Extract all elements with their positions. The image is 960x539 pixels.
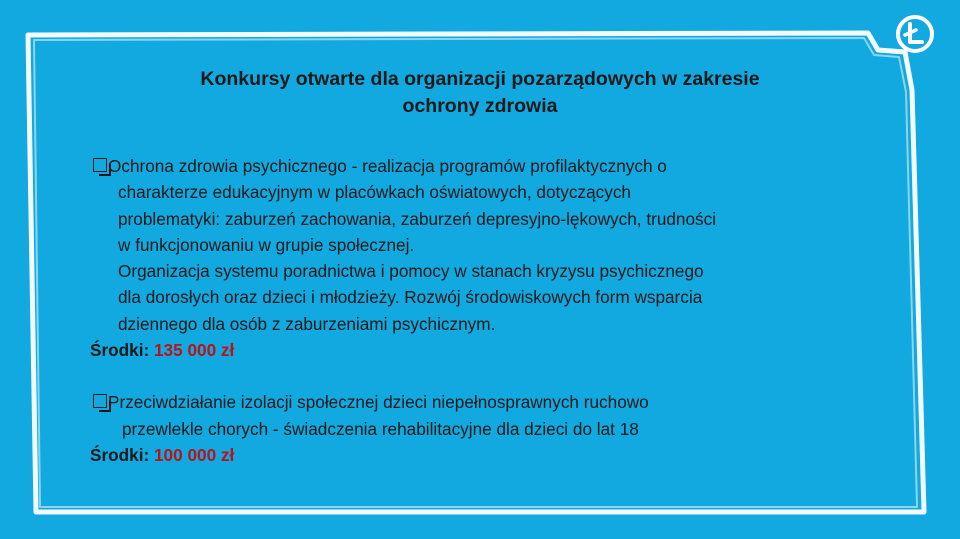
section-line: Przeciwdziałanie izolacji społecznej dzieci niepełnosprawnych ruchowo — [108, 392, 649, 413]
section-line: w funkcjonowaniu w grupie społecznej. — [118, 234, 415, 255]
title-line-2: ochrony zdrowia — [402, 95, 558, 117]
funds-label: Środki: — [90, 444, 150, 465]
section-rehabilitation — [90, 389, 890, 442]
checkbox-bullet-icon — [93, 394, 107, 408]
section-mental-health — [90, 153, 890, 337]
section-line: przewlekle chorych - świadczenia rehabilitacyjne dla dzieci do lat 18 — [122, 418, 639, 439]
lodz-logo-icon — [893, 12, 937, 56]
funds-amount: 100 000 zł — [154, 444, 235, 465]
funds-amount: 135 000 zł — [154, 340, 235, 361]
section-line: dziennego dla osób z zaburzeniami psychicznym. — [118, 313, 496, 334]
funds-row — [90, 442, 890, 468]
page-title — [80, 66, 880, 120]
content — [90, 153, 890, 468]
section-line: dla dorosłych oraz dzieci i młodzieży. Rozwój środowiskowych form wsparcia — [118, 287, 703, 308]
title-line-1: Konkursy otwarte dla organizacji pozarządowych w zakresie — [200, 68, 760, 90]
section-line: Ochrona zdrowia psychicznego - realizacja programów profilaktycznych o — [108, 156, 667, 176]
funds-row — [90, 337, 890, 363]
section-line: charakterze edukacyjnym w placówkach oświatowych, dotyczących — [118, 182, 631, 203]
section-line: Organizacja systemu poradnictwa i pomocy w stanach kryzysu psychicznego — [118, 261, 704, 282]
section-line: problematyki: zaburzeń zachowania, zaburzeń depresyjno-lękowych, trudności — [118, 208, 717, 229]
funds-label: Środki: — [90, 340, 150, 361]
checkbox-bullet-icon — [93, 158, 107, 172]
